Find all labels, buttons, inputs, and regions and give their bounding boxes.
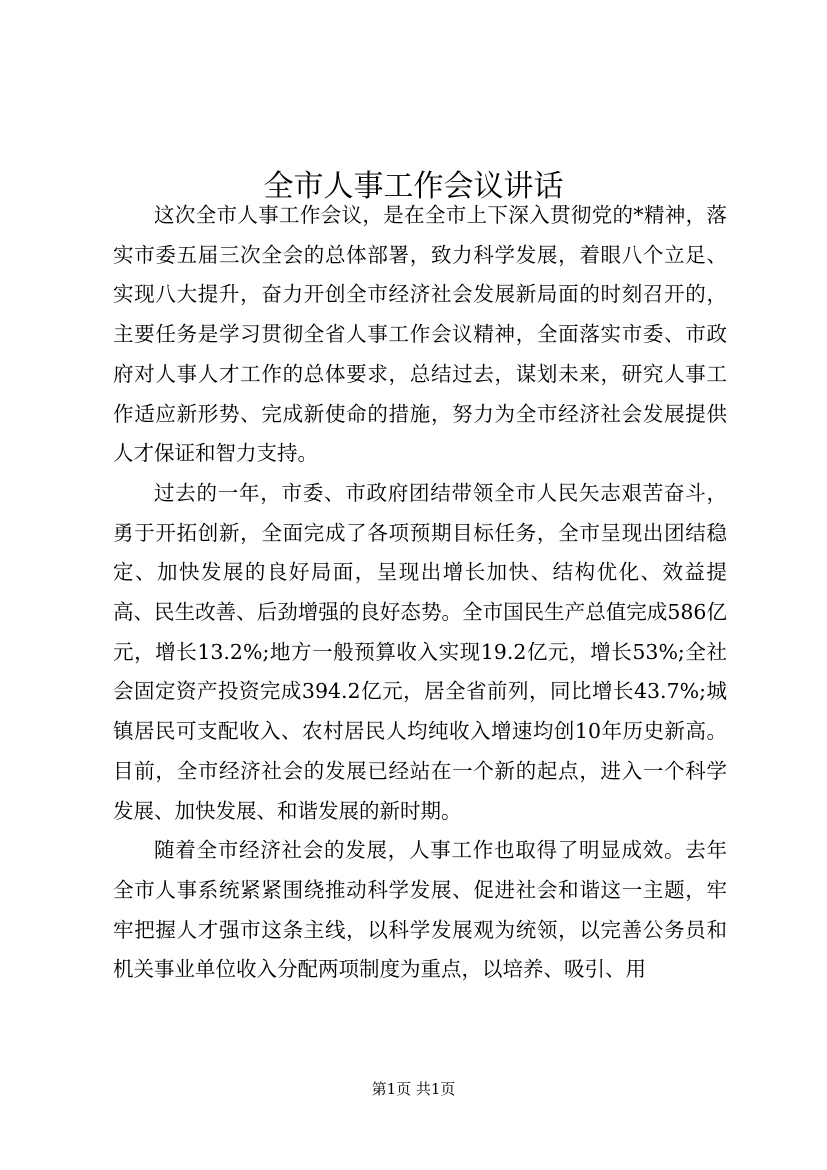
paragraph-1: 这次全市人事工作会议，是在全市上下深入贯彻党的*精神，落实市委五届三次全会的总体部署，致力科学发展，着眼八个立足、实现八大提升，奋力开创全市经济社会发展新局面的时刻召开的，主要任务是学习贯彻全省人事工作会议精神，全面落实市委、市政府对人事人才工作的总体要求，总结过去，谋划未来，研究人事工作适应新形势、完成新使命的措施，努力为全市经济社会发展提供人才保证和智力支持。	[113, 203, 727, 466]
paragraph-3: 随着全市经济社会的发展，人事工作也取得了明显成效。去年全市人事系统紧紧围绕推动科学发展、促进社会和谐这一主题，牢牢把握人才强市这条主线，以科学发展观为统领，以完善公务员和机关事业单位收入分配两项制度为重点，以培养、吸引、用	[113, 838, 727, 982]
page-footer: 第1页 共1页	[371, 1080, 456, 1098]
document-body	[113, 196, 727, 990]
document-title: 全市人事工作会议讲话	[263, 169, 564, 205]
paragraph-2: 过去的一年，市委、市政府团结带领全市人民矢志艰苦奋斗，勇于开拓创新，全面完成了各项预期目标任务，全市呈现出团结稳定、加快发展的良好局面，呈现出增长加快、结构优化、效益提高、民生改善、后劲增强的良好态势。全市国民生产总值完成586亿元，增长13.2%;地方一般预算收入实现19.2亿元，增长53%;全社会固定资产投资完成394.2亿元，居全省前列，同比增长43.7%;城镇居民可支配收入、农村居民人均纯收入增速均创10年历史新高。目前，全市经济社会的发展已经站在一个新的起点，进入一个科学发展、加快发展、和谐发展的新时期。	[113, 480, 727, 823]
